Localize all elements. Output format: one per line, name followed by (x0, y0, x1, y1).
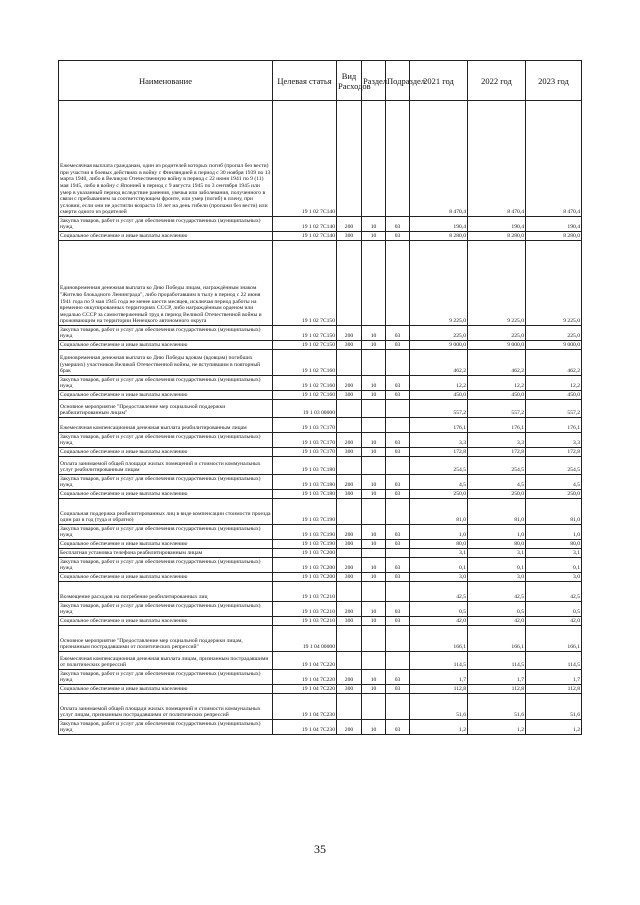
row-2022: 462,2 (468, 350, 526, 376)
row-vid: 200 (337, 217, 362, 232)
row-2021: 250,0 (410, 490, 468, 499)
row-2022: 190,4 (468, 217, 526, 232)
row-razdel (362, 694, 386, 720)
row-target: 19 1 03 7С200 (273, 558, 337, 573)
row-2022: 254,5 (468, 457, 526, 475)
row-2022: 225,0 (468, 326, 526, 341)
row-target: 19 1 03 7С170 (273, 418, 337, 433)
row-podrazdel: 03 (386, 217, 410, 232)
row-2023: 172,8 (526, 448, 582, 457)
table-row (59, 626, 582, 652)
table-row (59, 457, 582, 475)
row-name: Социальное обеспечение и иные выплаты населению (59, 232, 273, 241)
row-vid: 200 (337, 602, 362, 617)
row-2022: 80,0 (468, 540, 526, 549)
row-target: 19 1 02 7С140 (273, 217, 337, 232)
row-razdel (362, 582, 386, 602)
row-2022: 81,0 (468, 499, 526, 525)
table-row (59, 670, 582, 685)
row-podrazdel (386, 400, 410, 418)
header-vid: Вид Расходов (337, 61, 362, 101)
row-2022: 450,0 (468, 391, 526, 400)
row-podrazdel: 03 (386, 490, 410, 499)
row-target: 19 1 02 7С150 (273, 326, 337, 341)
row-2023: 0,5 (526, 602, 582, 617)
row-target: 19 1 03 7С200 (273, 549, 337, 558)
row-podrazdel: 03 (386, 602, 410, 617)
row-2021: 8 470,4 (410, 101, 468, 217)
row-2021: 42,0 (410, 617, 468, 626)
row-podrazdel (386, 457, 410, 475)
row-razdel: 10 (362, 573, 386, 582)
row-vid: 300 (337, 232, 362, 241)
row-2021: 3,1 (410, 549, 468, 558)
row-target: 19 1 03 7С190 (273, 540, 337, 549)
row-name: Закупка товаров, работ и услуг для обеспечения государственных (муниципальных) нужд (59, 558, 273, 573)
row-target: 19 1 04 7С220 (273, 670, 337, 685)
row-razdel: 10 (362, 685, 386, 694)
row-vid (337, 694, 362, 720)
row-vid (337, 350, 362, 376)
row-vid (337, 418, 362, 433)
row-podrazdel (386, 582, 410, 602)
row-2023: 250,0 (526, 490, 582, 499)
row-name: Закупка товаров, работ и услуг для обеспечения государственных (муниципальных) нужд (59, 670, 273, 685)
row-2023: 3,0 (526, 573, 582, 582)
row-2022: 114,5 (468, 652, 526, 670)
row-2022: 1,7 (468, 670, 526, 685)
table-row (59, 540, 582, 549)
row-name: Социальное обеспечение и иные выплаты населению (59, 490, 273, 499)
row-podrazdel (386, 101, 410, 217)
row-razdel: 10 (362, 391, 386, 400)
table-row (59, 617, 582, 626)
row-target: 19 1 03 7С170 (273, 448, 337, 457)
row-razdel (362, 499, 386, 525)
row-vid: 200 (337, 475, 362, 490)
row-2023: 9 225,0 (526, 241, 582, 326)
row-razdel (362, 241, 386, 326)
row-vid (337, 499, 362, 525)
row-name: Ежемесячная компенсационная денежная выплата лицам, признанным пострадавшими от политических репрессий (59, 652, 273, 670)
table-row (59, 525, 582, 540)
row-2023: 3,3 (526, 433, 582, 448)
row-2023: 4,5 (526, 475, 582, 490)
table-row (59, 549, 582, 558)
row-target: 19 1 03 7С210 (273, 582, 337, 602)
row-target: 19 1 02 7С140 (273, 101, 337, 217)
row-2022: 4,5 (468, 475, 526, 490)
row-target: 19 1 03 00000 (273, 400, 337, 418)
row-name: Закупка товаров, работ и услуг для обеспечения государственных (муниципальных) нужд (59, 217, 273, 232)
row-name: Ежемесячная выплата гражданам, один из родителей которых погиб (пропал без вести) при участии в боевых действиях в войну с Финляндией в период с 30 ноября 1939 по 13 марта 1940, либо в Великую Отечественную войну в период с 22 июня 1941 по 9 (11) мая 1945, либо в войну с Японией в период с 9 августа 1945 по 3 сентября 1945 или умер в указанный период вследствие ранения, увечья или заболевания, полученного в связи с пребыванием за соответствующем фронте, или умер (погиб) в плену, при условии, если они не достигли возраста 18 лет на день гибели (пропажи без вести) или смерти одного из родителей (59, 101, 273, 217)
row-podrazdel: 03 (386, 448, 410, 457)
row-2022: 1,0 (468, 525, 526, 540)
row-2022: 557,2 (468, 400, 526, 418)
row-target: 19 1 02 7С160 (273, 376, 337, 391)
row-2023: 462,2 (526, 350, 582, 376)
table-row (59, 602, 582, 617)
row-2023: 254,5 (526, 457, 582, 475)
row-podrazdel (386, 626, 410, 652)
row-2021: 190,4 (410, 217, 468, 232)
row-2023: 557,2 (526, 400, 582, 418)
row-vid: 200 (337, 326, 362, 341)
row-vid: 200 (337, 525, 362, 540)
row-podrazdel: 03 (386, 670, 410, 685)
row-razdel (362, 626, 386, 652)
row-target: 19 1 03 7С180 (273, 475, 337, 490)
row-name: Социальное обеспечение и иные выплаты населению (59, 448, 273, 457)
row-2022: 8 470,4 (468, 101, 526, 217)
table-row (59, 341, 582, 350)
row-vid (337, 101, 362, 217)
table-row (59, 101, 582, 217)
row-2021: 172,8 (410, 448, 468, 457)
table-row (59, 652, 582, 670)
row-2021: 42,5 (410, 582, 468, 602)
row-2022: 1,2 (468, 720, 526, 735)
table-row (59, 499, 582, 525)
table-row (59, 448, 582, 457)
row-2022: 12,2 (468, 376, 526, 391)
row-target: 19 1 02 7С150 (273, 241, 337, 326)
row-2022: 0,1 (468, 558, 526, 573)
row-podrazdel: 03 (386, 326, 410, 341)
row-podrazdel: 03 (386, 685, 410, 694)
row-razdel (362, 652, 386, 670)
row-2022: 0,5 (468, 602, 526, 617)
row-target: 19 1 03 7С200 (273, 573, 337, 582)
row-vid: 200 (337, 720, 362, 735)
row-2023: 8 280,0 (526, 232, 582, 241)
row-name: Бесплатная установка телефона реабилитированным лицам (59, 549, 273, 558)
row-vid (337, 626, 362, 652)
row-target: 19 1 03 7С180 (273, 457, 337, 475)
row-name: Закупка товаров, работ и услуг для обеспечения государственных (муниципальных) нужд (59, 525, 273, 540)
row-vid: 300 (337, 490, 362, 499)
row-2023: 1,2 (526, 720, 582, 735)
row-target: 19 1 04 7С220 (273, 685, 337, 694)
row-name: Возмещение расходов на погребение реабилитированных лиц (59, 582, 273, 602)
row-2021: 4,5 (410, 475, 468, 490)
row-vid: 300 (337, 391, 362, 400)
row-vid: 300 (337, 573, 362, 582)
row-name: Социальное обеспечение и иные выплаты населению (59, 685, 273, 694)
row-2021: 462,2 (410, 350, 468, 376)
row-2023: 114,5 (526, 652, 582, 670)
row-podrazdel: 03 (386, 720, 410, 735)
row-name: Закупка товаров, работ и услуг для обеспечения государственных (муниципальных) нужд (59, 376, 273, 391)
row-target: 19 1 03 7С170 (273, 433, 337, 448)
row-name: Социальное обеспечение и иные выплаты населению (59, 391, 273, 400)
row-2023: 80,0 (526, 540, 582, 549)
row-vid (337, 582, 362, 602)
row-target: 19 1 04 00000 (273, 626, 337, 652)
row-2023: 9 000,0 (526, 341, 582, 350)
row-target: 19 1 03 7С190 (273, 525, 337, 540)
table-row (59, 694, 582, 720)
row-2022: 3,0 (468, 573, 526, 582)
row-razdel (362, 101, 386, 217)
row-podrazdel (386, 350, 410, 376)
row-2021: 12,2 (410, 376, 468, 391)
row-razdel: 10 (362, 490, 386, 499)
table-row (59, 490, 582, 499)
row-2021: 3,3 (410, 433, 468, 448)
row-name: Оплата занимаемой общей площади жилых помещений и стоимости коммунальных услуг лицам, признанным пострадавшими от политических репрессий (59, 694, 273, 720)
row-podrazdel: 03 (386, 573, 410, 582)
row-vid: 300 (337, 617, 362, 626)
row-podrazdel: 03 (386, 376, 410, 391)
header-row (59, 61, 582, 101)
row-vid: 200 (337, 670, 362, 685)
row-name: Основное мероприятие "Предоставление мер социальной поддержки лицам, признанным пострадавшими от политических репрессий" (59, 626, 273, 652)
row-razdel: 10 (362, 617, 386, 626)
row-vid (337, 400, 362, 418)
row-name: Ежемесячная компенсационная денежная выплата реабилитированным лицам (59, 418, 273, 433)
row-2023: 190,4 (526, 217, 582, 232)
row-2021: 225,0 (410, 326, 468, 341)
row-podrazdel (386, 694, 410, 720)
row-2023: 12,2 (526, 376, 582, 391)
row-name: Основное мероприятие "Предоставление мер социальной поддержки реабилитированным лицам" (59, 400, 273, 418)
row-razdel: 10 (362, 720, 386, 735)
row-2023: 3,1 (526, 549, 582, 558)
row-vid: 300 (337, 540, 362, 549)
table-row (59, 376, 582, 391)
row-podrazdel: 03 (386, 475, 410, 490)
row-podrazdel (386, 652, 410, 670)
row-razdel: 10 (362, 540, 386, 549)
row-name: Единовременная денежная выплата ко Дню Победы вдовам (вдовцам) погибших (умерших) участников Великой Отечественной войны, не вступившим в повторный брак (59, 350, 273, 376)
row-2022: 250,0 (468, 490, 526, 499)
row-podrazdel: 03 (386, 232, 410, 241)
row-2021: 0,1 (410, 558, 468, 573)
header-2023: 2023 год (526, 61, 582, 101)
table-row (59, 418, 582, 433)
row-target: 19 1 04 7С220 (273, 652, 337, 670)
row-2022: 51,6 (468, 694, 526, 720)
row-target: 19 1 02 7С140 (273, 232, 337, 241)
row-2021: 254,5 (410, 457, 468, 475)
row-razdel (362, 400, 386, 418)
row-razdel: 10 (362, 376, 386, 391)
header-2021: 2021 год (410, 61, 468, 101)
row-target: 19 1 04 7С230 (273, 694, 337, 720)
header-target: Целевая статья (273, 61, 337, 101)
row-2021: 9 225,0 (410, 241, 468, 326)
row-razdel: 10 (362, 217, 386, 232)
row-razdel (362, 549, 386, 558)
row-podrazdel (386, 418, 410, 433)
row-2023: 450,0 (526, 391, 582, 400)
row-2021: 9 000,0 (410, 341, 468, 350)
table-row (59, 685, 582, 694)
row-2021: 557,2 (410, 400, 468, 418)
row-vid: 300 (337, 685, 362, 694)
row-name: Оплата занимаемой общей площади жилых помещений и стоимости коммунальных услуг реабилитированным лицам (59, 457, 273, 475)
row-target: 19 1 03 7С210 (273, 602, 337, 617)
row-2023: 1,7 (526, 670, 582, 685)
header-podrazdel: Подраздел (386, 61, 410, 101)
row-name: Социальное обеспечение и иные выплаты населению (59, 341, 273, 350)
row-vid: 200 (337, 558, 362, 573)
row-razdel: 10 (362, 326, 386, 341)
row-2021: 81,0 (410, 499, 468, 525)
row-2021: 114,5 (410, 652, 468, 670)
row-2021: 1,0 (410, 525, 468, 540)
row-2021: 450,0 (410, 391, 468, 400)
row-2023: 176,1 (526, 418, 582, 433)
row-name: Закупка товаров, работ и услуг для обеспечения государственных (муниципальных) нужд (59, 475, 273, 490)
row-podrazdel: 03 (386, 617, 410, 626)
row-2023: 42,5 (526, 582, 582, 602)
row-vid (337, 457, 362, 475)
row-2023: 81,0 (526, 499, 582, 525)
row-2021: 0,5 (410, 602, 468, 617)
row-vid: 300 (337, 448, 362, 457)
row-name: Единовременная денежная выплата ко Дню Победы лицам, награждённым знаком "Жителю блокадного Ленинграда", либо проработавшим в тылу в период с 22 июня 1941 года по 9 мая 1945 года не менее шести месяцев, исключая период работы на временно оккупированных территориях СССР, либо награждённым орденом или медалью СССР за самоотверженный труд в период Великой Отечественной войны и проживающим на территории Ненецкого автономного округа (59, 241, 273, 326)
table-row (59, 475, 582, 490)
row-2021: 1,7 (410, 670, 468, 685)
row-2021: 112,8 (410, 685, 468, 694)
row-2022: 112,8 (468, 685, 526, 694)
row-razdel (362, 350, 386, 376)
row-2023: 0,1 (526, 558, 582, 573)
row-2023: 166,1 (526, 626, 582, 652)
row-name: Социальная поддержка реабилитированных лиц в виде компенсации стоимости проезда один раз в год (туда и обратно) (59, 499, 273, 525)
row-name: Закупка товаров, работ и услуг для обеспечения государственных (муниципальных) нужд (59, 720, 273, 735)
row-2022: 176,1 (468, 418, 526, 433)
row-target: 19 1 03 7С180 (273, 490, 337, 499)
row-2022: 3,3 (468, 433, 526, 448)
table-row (59, 433, 582, 448)
row-target: 19 1 04 7С230 (273, 720, 337, 735)
row-razdel: 10 (362, 475, 386, 490)
row-vid (337, 549, 362, 558)
row-2021: 3,0 (410, 573, 468, 582)
row-2022: 166,1 (468, 626, 526, 652)
table-row (59, 217, 582, 232)
row-podrazdel: 03 (386, 540, 410, 549)
row-2021: 166,1 (410, 626, 468, 652)
row-target: 19 1 03 7С210 (273, 617, 337, 626)
row-2021: 176,1 (410, 418, 468, 433)
row-podrazdel: 03 (386, 391, 410, 400)
budget-table (58, 60, 582, 735)
row-2023: 51,6 (526, 694, 582, 720)
row-vid: 200 (337, 376, 362, 391)
row-podrazdel (386, 499, 410, 525)
table-row (59, 350, 582, 376)
row-razdel (362, 457, 386, 475)
table-row (59, 582, 582, 602)
row-podrazdel: 03 (386, 341, 410, 350)
row-name: Закупка товаров, работ и услуг для обеспечения государственных (муниципальных) нужд (59, 602, 273, 617)
table-row (59, 720, 582, 735)
row-2022: 42,5 (468, 582, 526, 602)
row-2023: 225,0 (526, 326, 582, 341)
row-2022: 8 280,0 (468, 232, 526, 241)
row-2021: 8 280,0 (410, 232, 468, 241)
row-name: Закупка товаров, работ и услуг для обеспечения государственных (муниципальных) нужд (59, 326, 273, 341)
row-vid (337, 652, 362, 670)
table-row (59, 573, 582, 582)
row-vid (337, 241, 362, 326)
table-row (59, 232, 582, 241)
row-2023: 8 470,4 (526, 101, 582, 217)
row-podrazdel: 03 (386, 558, 410, 573)
row-razdel (362, 418, 386, 433)
row-2022: 3,1 (468, 549, 526, 558)
row-podrazdel (386, 241, 410, 326)
row-podrazdel (386, 549, 410, 558)
row-razdel: 10 (362, 602, 386, 617)
header-razdel: Раздел (362, 61, 386, 101)
row-razdel: 10 (362, 433, 386, 448)
table-row (59, 391, 582, 400)
table-row (59, 241, 582, 326)
row-2023: 112,8 (526, 685, 582, 694)
row-2021: 80,0 (410, 540, 468, 549)
row-2021: 51,6 (410, 694, 468, 720)
table-body (59, 101, 582, 735)
row-name: Социальное обеспечение и иные выплаты населению (59, 617, 273, 626)
row-2022: 172,8 (468, 448, 526, 457)
table-row (59, 326, 582, 341)
row-razdel: 10 (362, 341, 386, 350)
row-target: 19 1 02 7С160 (273, 350, 337, 376)
row-name: Социальное обеспечение и иные выплаты населению (59, 573, 273, 582)
row-2022: 42,0 (468, 617, 526, 626)
table-row (59, 558, 582, 573)
row-name: Социальное обеспечение и иные выплаты населению (59, 540, 273, 549)
row-razdel: 10 (362, 558, 386, 573)
row-2022: 9 000,0 (468, 341, 526, 350)
row-target: 19 1 03 7С190 (273, 499, 337, 525)
row-2022: 9 225,0 (468, 241, 526, 326)
row-2023: 42,0 (526, 617, 582, 626)
page-number: 35 (314, 842, 326, 856)
row-razdel: 10 (362, 448, 386, 457)
header-2022: 2022 год (468, 61, 526, 101)
row-podrazdel: 03 (386, 525, 410, 540)
table-row (59, 400, 582, 418)
row-2021: 1,2 (410, 720, 468, 735)
row-razdel: 10 (362, 232, 386, 241)
row-razdel: 10 (362, 525, 386, 540)
row-target: 19 1 02 7С150 (273, 341, 337, 350)
row-2023: 1,0 (526, 525, 582, 540)
row-podrazdel: 03 (386, 433, 410, 448)
row-razdel: 10 (362, 670, 386, 685)
row-name: Закупка товаров, работ и услуг для обеспечения государственных (муниципальных) нужд (59, 433, 273, 448)
row-target: 19 1 02 7С160 (273, 391, 337, 400)
row-vid: 300 (337, 341, 362, 350)
header-name: Наименование (59, 61, 273, 101)
row-vid: 200 (337, 433, 362, 448)
